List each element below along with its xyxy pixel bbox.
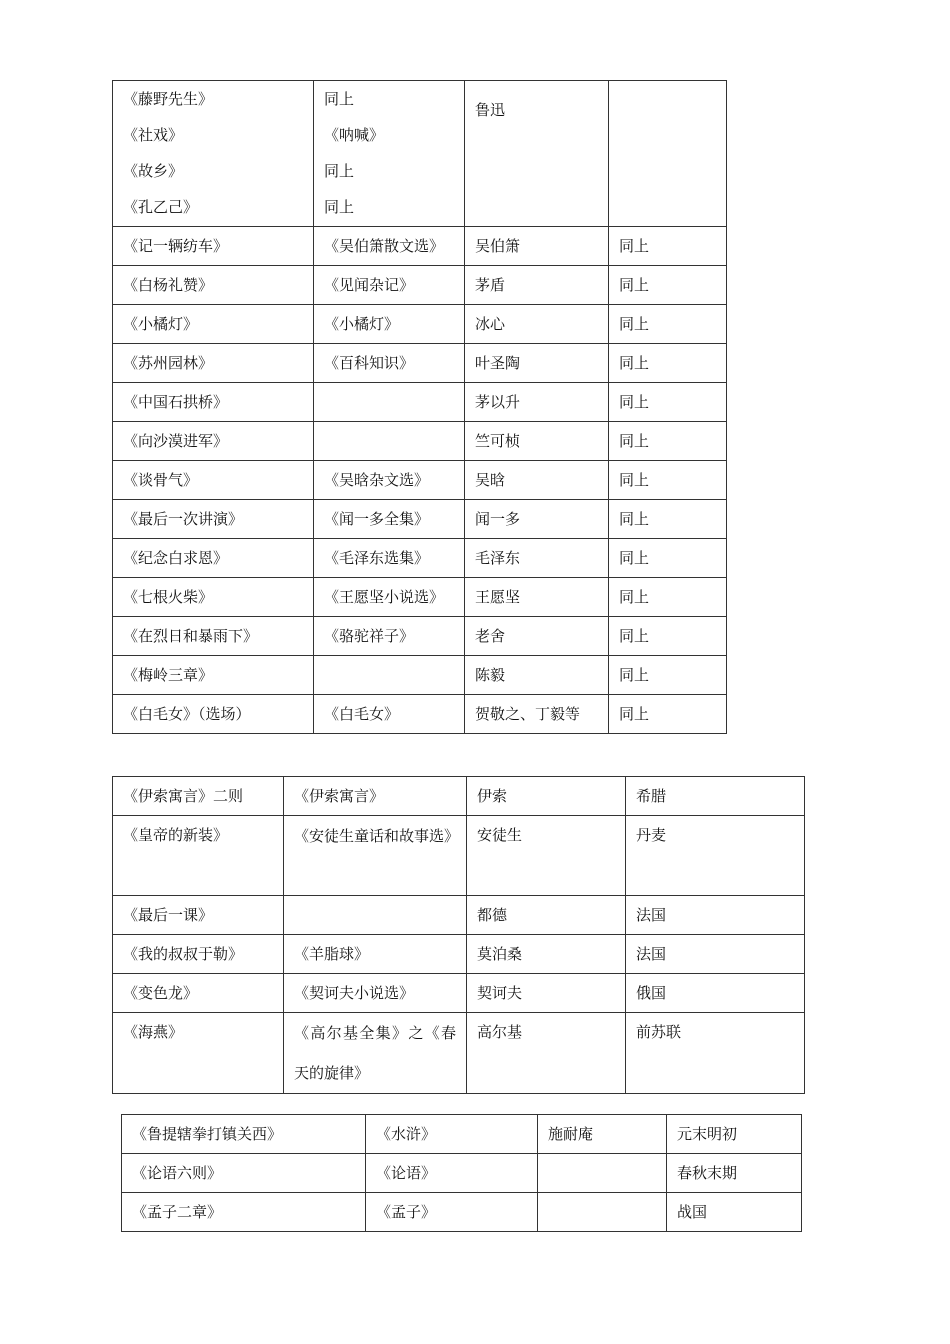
title-cell: 《记一辆纺车》 — [113, 227, 314, 266]
source-cell — [314, 656, 465, 695]
author-cell: 竺可桢 — [465, 422, 609, 461]
table-row — [113, 500, 727, 539]
table-row — [113, 896, 805, 935]
title-cell: 《苏州园林》 — [113, 344, 314, 383]
title-cell: 《孟子二章》 — [122, 1193, 366, 1232]
title-cell: 《故乡》 — [123, 162, 184, 180]
source-cell: 《伊索寓言》 — [284, 777, 467, 816]
country-cell: 法国 — [626, 896, 805, 935]
author-cell: 冰心 — [465, 305, 609, 344]
note-cell: 同上 — [609, 422, 727, 461]
table-row — [113, 266, 727, 305]
title-cell: 《最后一课》 — [113, 896, 284, 935]
literature-table-2 — [112, 776, 805, 1094]
title-cell: 《白毛女》（选场） — [113, 695, 314, 734]
title-cell-group — [113, 81, 314, 227]
author-cell: 老舍 — [465, 617, 609, 656]
table-row — [113, 383, 727, 422]
author-cell: 吴伯箫 — [465, 227, 609, 266]
author-cell: 王愿坚 — [465, 578, 609, 617]
title-cell: 《中国石拱桥》 — [113, 383, 314, 422]
note-cell: 同上 — [609, 461, 727, 500]
country-cell: 俄国 — [626, 974, 805, 1013]
author-cell: 茅盾 — [465, 266, 609, 305]
author-cell: 贺敬之、丁毅等 — [465, 695, 609, 734]
source-cell: 《呐喊》 — [324, 126, 385, 144]
author-cell — [538, 1154, 667, 1193]
author-cell: 陈毅 — [465, 656, 609, 695]
source-cell — [314, 383, 465, 422]
author-cell: 鲁迅 — [465, 81, 609, 227]
country-cell: 法国 — [626, 935, 805, 974]
source-cell: 《水浒》 — [366, 1115, 538, 1154]
title-cell: 《白杨礼赞》 — [113, 266, 314, 305]
note-cell: 同上 — [609, 227, 727, 266]
source-cell: 同上 — [324, 162, 355, 180]
title-cell: 《鲁提辖拳打镇关西》 — [122, 1115, 366, 1154]
author-cell: 安徒生 — [467, 816, 626, 896]
table-row — [113, 578, 727, 617]
source-cell: 《小橘灯》 — [314, 305, 465, 344]
title-cell: 《孔乙己》 — [123, 198, 199, 216]
country-cell: 前苏联 — [626, 1013, 805, 1094]
era-cell: 春秋末期 — [667, 1154, 802, 1193]
source-cell: 《骆驼祥子》 — [314, 617, 465, 656]
title-cell: 《在烈日和暴雨下》 — [113, 617, 314, 656]
source-cell: 《高尔基全集》之《春天的旋律》 — [284, 1013, 467, 1094]
note-cell: 同上 — [609, 539, 727, 578]
table-row — [113, 974, 805, 1013]
note-cell: 同上 — [609, 383, 727, 422]
title-cell: 《最后一次讲演》 — [113, 500, 314, 539]
literature-table-1 — [112, 80, 727, 734]
source-cell: 《契诃夫小说选》 — [284, 974, 467, 1013]
author-cell: 吴晗 — [465, 461, 609, 500]
title-cell: 《七根火柴》 — [113, 578, 314, 617]
title-cell: 《海燕》 — [113, 1013, 284, 1094]
note-cell: 同上 — [609, 695, 727, 734]
table-row — [113, 1013, 805, 1094]
source-cell: 《毛泽东选集》 — [314, 539, 465, 578]
title-cell: 《皇帝的新装》 — [113, 816, 284, 896]
era-cell: 战国 — [667, 1193, 802, 1232]
table-row — [113, 816, 805, 896]
author-cell: 闻一多 — [465, 500, 609, 539]
note-cell: 同上 — [609, 266, 727, 305]
title-cell: 《向沙漠进军》 — [113, 422, 314, 461]
title-cell: 《梅岭三章》 — [113, 656, 314, 695]
note-cell: 同上 — [609, 305, 727, 344]
table-row — [113, 539, 727, 578]
era-cell: 元末明初 — [667, 1115, 802, 1154]
title-cell: 《伊索寓言》二则 — [113, 777, 284, 816]
source-cell: 《孟子》 — [366, 1193, 538, 1232]
source-cell: 《见闻杂记》 — [314, 266, 465, 305]
author-cell: 高尔基 — [467, 1013, 626, 1094]
table-row — [113, 935, 805, 974]
source-cell: 《安徒生童话和故事选》 — [284, 816, 467, 896]
table-row — [113, 695, 727, 734]
author-cell: 茅以升 — [465, 383, 609, 422]
table-row — [122, 1115, 802, 1154]
title-cell: 《谈骨气》 — [113, 461, 314, 500]
table-row — [113, 227, 727, 266]
author-cell: 施耐庵 — [538, 1115, 667, 1154]
table-row — [113, 422, 727, 461]
source-cell: 《王愿坚小说选》 — [314, 578, 465, 617]
table-row — [113, 656, 727, 695]
note-cell: 同上 — [609, 578, 727, 617]
table-row — [113, 617, 727, 656]
author-cell: 莫泊桑 — [467, 935, 626, 974]
table-row — [113, 81, 727, 227]
table-row — [113, 777, 805, 816]
source-cell-group — [314, 81, 465, 227]
source-cell: 同上 — [324, 198, 355, 216]
author-cell: 都德 — [467, 896, 626, 935]
table-row — [113, 461, 727, 500]
source-cell: 《羊脂球》 — [284, 935, 467, 974]
literature-table-3 — [121, 1114, 802, 1232]
table-row — [122, 1193, 802, 1232]
title-cell: 《变色龙》 — [113, 974, 284, 1013]
author-cell — [538, 1193, 667, 1232]
table-row — [122, 1154, 802, 1193]
source-cell: 《百科知识》 — [314, 344, 465, 383]
source-cell: 《闻一多全集》 — [314, 500, 465, 539]
note-cell — [609, 81, 727, 227]
title-cell: 《社戏》 — [123, 126, 184, 144]
source-cell — [284, 896, 467, 935]
source-cell: 同上 — [324, 90, 355, 108]
author-cell: 毛泽东 — [465, 539, 609, 578]
title-cell: 《藤野先生》 — [123, 90, 214, 108]
title-cell: 《小橘灯》 — [113, 305, 314, 344]
country-cell: 希腊 — [626, 777, 805, 816]
author-cell: 契诃夫 — [467, 974, 626, 1013]
table-row — [113, 344, 727, 383]
title-cell: 《纪念白求恩》 — [113, 539, 314, 578]
note-cell: 同上 — [609, 500, 727, 539]
title-cell: 《论语六则》 — [122, 1154, 366, 1193]
source-cell — [314, 422, 465, 461]
source-cell: 《论语》 — [366, 1154, 538, 1193]
source-cell: 《吴晗杂文选》 — [314, 461, 465, 500]
source-cell: 《吴伯箫散文选》 — [314, 227, 465, 266]
note-cell: 同上 — [609, 344, 727, 383]
country-cell: 丹麦 — [626, 816, 805, 896]
source-cell: 《白毛女》 — [314, 695, 465, 734]
title-cell: 《我的叔叔于勒》 — [113, 935, 284, 974]
table-row — [113, 305, 727, 344]
note-cell: 同上 — [609, 656, 727, 695]
author-cell: 叶圣陶 — [465, 344, 609, 383]
author-cell: 伊索 — [467, 777, 626, 816]
note-cell: 同上 — [609, 617, 727, 656]
